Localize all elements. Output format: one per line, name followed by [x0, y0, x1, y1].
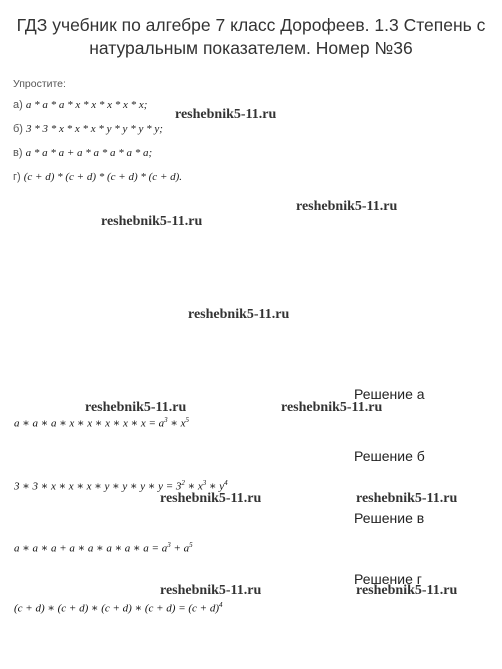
- watermark: reshebnik5-11.ru: [160, 491, 262, 506]
- solution-a-formula: [14, 416, 189, 430]
- formula-lhs: a ∗ a ∗ a ∗ x ∗ x ∗ x ∗ x ∗ x = a: [14, 417, 165, 430]
- formula-exponent: 3: [164, 416, 168, 424]
- formula-lhs: a ∗ a ∗ a + a ∗ a ∗ a ∗ a ∗ a = a: [14, 542, 168, 555]
- formula-exponent: 2: [181, 479, 185, 487]
- task-g-label: г): [13, 171, 21, 183]
- task-a-expression: a * a * a * x * x * x * x * x;: [25, 99, 148, 111]
- solution-b-heading: Решение б: [354, 448, 425, 464]
- watermark: reshebnik5-11.ru: [101, 214, 203, 229]
- task-v: [13, 147, 152, 159]
- task-a: [13, 99, 147, 111]
- watermark: reshebnik5-11.ru: [160, 583, 262, 598]
- page-title: [0, 14, 502, 60]
- watermark: reshebnik5-11.ru: [175, 107, 277, 122]
- watermark: reshebnik5-11.ru: [356, 491, 458, 506]
- task-b: [13, 123, 163, 135]
- task-intro: Упростите:: [13, 78, 66, 90]
- task-b-label: б): [13, 123, 23, 135]
- solution-g-formula: [14, 601, 223, 615]
- formula-term: ∗ x: [184, 480, 203, 493]
- solution-a-heading: Решение а: [354, 386, 425, 402]
- task-g-expression: (c + d) * (c + d) * (c + d) * (c + d).: [23, 171, 183, 183]
- formula-exponent: 3: [202, 479, 207, 487]
- formula-term: ∗ y: [206, 480, 225, 493]
- formula-exponent: 5: [185, 416, 190, 424]
- watermark: reshebnik5-11.ru: [188, 307, 290, 322]
- formula-exponent: 4: [219, 601, 223, 609]
- task-a-label: а): [13, 99, 23, 111]
- task-b-expression: 3 * 3 * x * x * x * y * y * y * y;: [26, 123, 163, 135]
- page-title-line-1: ГДЗ учебник по алгебре 7 класс Дорофеев. 1.3 Степень с: [16, 15, 486, 35]
- solution-v-formula: [14, 541, 193, 555]
- formula-exponent: 3: [167, 541, 171, 549]
- watermark: reshebnik5-11.ru: [296, 199, 398, 214]
- formula-term: + a: [170, 542, 190, 555]
- solution-b-formula: [14, 479, 228, 493]
- solution-g-heading: Решение г: [354, 571, 422, 587]
- solution-v-heading: Решение в: [354, 510, 425, 526]
- task-g: [13, 171, 182, 183]
- watermark: reshebnik5-11.ru: [85, 400, 187, 415]
- watermark: reshebnik5-11.ru: [356, 583, 458, 598]
- formula-term: ∗ x: [167, 417, 186, 430]
- formula-exponent: 5: [189, 541, 193, 549]
- formula-exponent: 4: [224, 479, 228, 487]
- formula-lhs: (c + d) ∗ (c + d) ∗ (c + d) ∗ (c + d) = (c + d): [14, 602, 220, 615]
- task-v-expression: a * a * a + a * a * a * a * a;: [25, 147, 153, 159]
- task-v-label: в): [13, 147, 23, 159]
- page-title-line-2: натуральным показателем. Номер №36: [89, 38, 413, 58]
- watermark: reshebnik5-11.ru: [281, 400, 383, 415]
- formula-lhs: 3 ∗ 3 ∗ x ∗ x ∗ x ∗ y ∗ y ∗ y ∗ y = 3: [14, 480, 182, 493]
